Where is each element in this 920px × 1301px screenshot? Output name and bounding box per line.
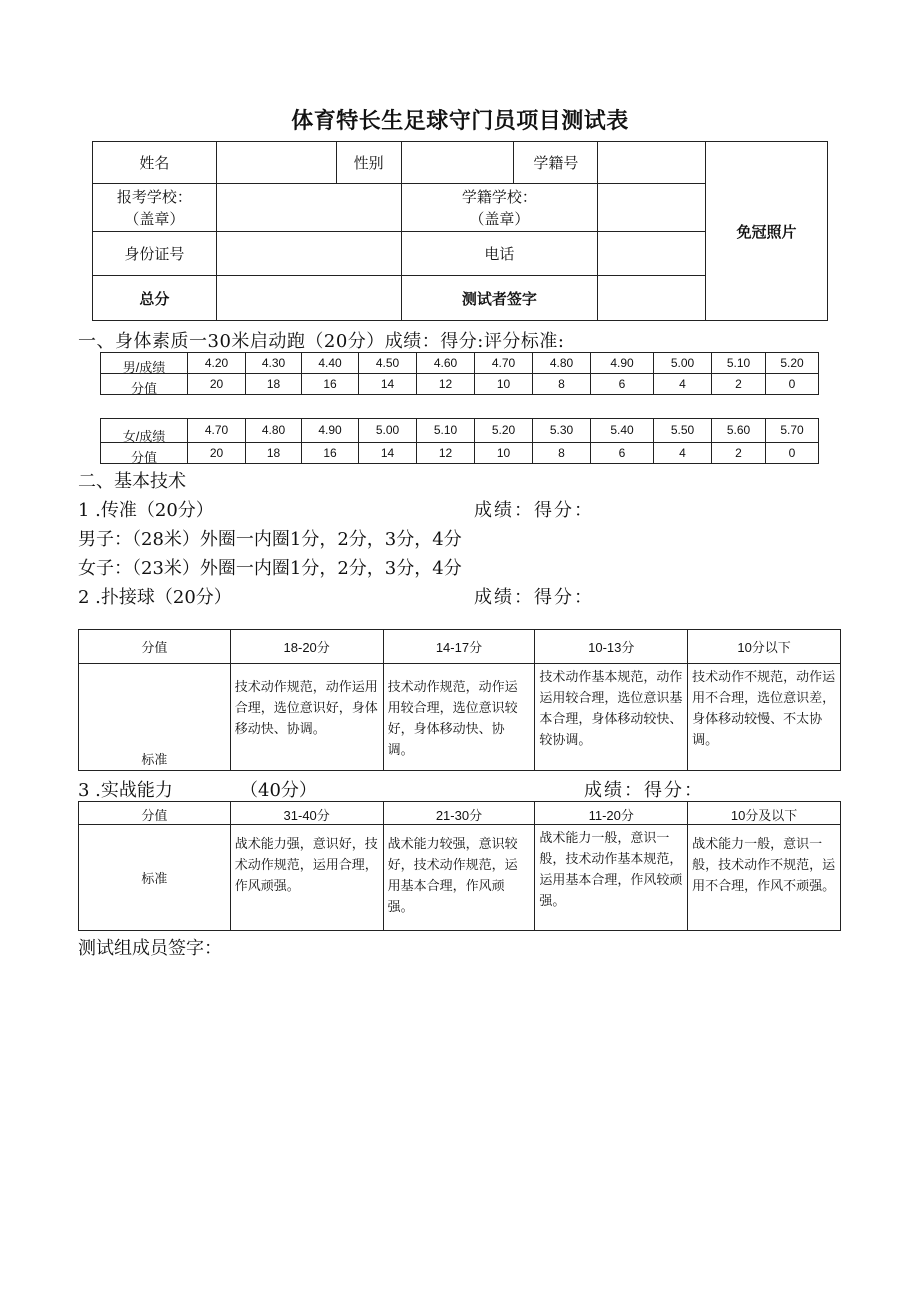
score-cell: 5.00 (359, 419, 417, 443)
apply-school-stamp-text: （盖章） (124, 209, 185, 228)
combat-range: 31-40分 (230, 802, 383, 825)
catch-standard-label: 标准 (79, 664, 231, 771)
combat-result: 成绩：得分： (584, 780, 704, 801)
score-cell: 5.70 (766, 419, 819, 443)
id-card-field[interactable] (216, 232, 401, 276)
section2-heading: 二、基本技术 (78, 471, 186, 492)
score-cell: 5.10 (417, 419, 475, 443)
female-score-table (100, 418, 819, 464)
score-cell: 4 (654, 443, 712, 464)
score-cell: 4.90 (302, 419, 359, 443)
catch-rubric-table (78, 629, 841, 771)
catch-range: 10-13分 (535, 630, 688, 664)
photo-label: 免冠照片 (736, 222, 797, 241)
pass-title: 1 .传准（20分） (78, 500, 214, 521)
male-score-label: 分值 (101, 374, 188, 395)
gender-field[interactable] (401, 142, 514, 184)
female-time-label: 女/成绩 (101, 419, 188, 443)
score-cell: 5.20 (475, 419, 533, 443)
score-cell: 0 (766, 374, 819, 395)
catch-standard: 技术动作不规范，动作运用不合理，选位意识差，身体移动较慢、不太协调。 (688, 664, 841, 771)
combat-rubric-table (78, 801, 841, 931)
score-cell: 6 (591, 443, 654, 464)
total-label: 总分 (93, 276, 217, 321)
score-cell: 4.30 (246, 353, 302, 374)
registered-school-stamp-text: （盖章） (469, 209, 530, 228)
score-cell: 4.40 (302, 353, 359, 374)
combat-score-label: 分值 (79, 802, 231, 825)
male-score-table (100, 352, 819, 395)
tester-sign-label: 测试者签字 (401, 276, 598, 321)
score-cell: 20 (188, 443, 246, 464)
score-cell: 8 (533, 443, 591, 464)
registered-school-field[interactable] (598, 184, 706, 232)
tester-sign-field[interactable] (598, 276, 706, 321)
catch-result: 成绩：得分： (474, 587, 594, 608)
photo-box[interactable] (706, 142, 828, 321)
student-id-field[interactable] (598, 142, 706, 184)
catch-title: 2 .扑接球（20分） (78, 587, 232, 608)
name-label: 姓名 (93, 142, 217, 184)
team-sign-label: 测试组成员签字： (78, 938, 222, 959)
score-cell: 4.60 (417, 353, 475, 374)
combat-title: 3 .实战能力 (78, 780, 173, 801)
score-cell: 5.50 (654, 419, 712, 443)
score-cell: 8 (533, 374, 591, 395)
gender-label: 性别 (336, 142, 401, 184)
catch-standard: 技术动作规范，动作运用合理，选位意识好，身体移动快、协调。 (230, 664, 383, 771)
catch-standard: 技术动作规范，动作运用较合理，选位意识较好，身体移动快、协调。 (383, 664, 535, 771)
combat-range: 11-20分 (535, 802, 688, 825)
score-cell: 4.20 (188, 353, 246, 374)
combat-range: 21-30分 (383, 802, 535, 825)
score-cell: 4.50 (359, 353, 417, 374)
apply-school-label (93, 184, 217, 232)
score-cell: 18 (246, 374, 302, 395)
score-cell: 10 (475, 443, 533, 464)
male-time-label: 男/成绩 (101, 353, 188, 374)
score-cell: 4.70 (475, 353, 533, 374)
score-cell: 4.90 (591, 353, 654, 374)
catch-score-label: 分值 (79, 630, 231, 664)
score-cell: 0 (766, 443, 819, 464)
combat-standard: 战术能力强，意识好，技术动作规范，运用合理，作风顽强。 (230, 825, 383, 931)
score-cell: 16 (302, 374, 359, 395)
score-cell: 5.00 (654, 353, 712, 374)
score-cell: 14 (359, 443, 417, 464)
id-card-label: 身份证号 (93, 232, 217, 276)
male-pass-line: 男子：（28米）外圈一内圈1分，2分，3分，4分 (78, 529, 462, 550)
registered-school-label (401, 184, 598, 232)
score-cell: 5.10 (712, 353, 766, 374)
score-cell: 4.80 (533, 353, 591, 374)
phone-label: 电话 (401, 232, 598, 276)
page-title: 体育特长生足球守门员项目测试表 (291, 109, 629, 134)
name-field[interactable] (216, 142, 336, 184)
pass-result: 成绩：得分： (474, 500, 594, 521)
female-pass-line: 女子：（23米）外圈一内圈1分，2分，3分，4分 (78, 558, 462, 579)
score-cell: 5.20 (766, 353, 819, 374)
combat-points: （40分） (240, 780, 317, 801)
total-field[interactable] (216, 276, 401, 321)
apply-school-label-text: 报考学校： (116, 187, 192, 206)
score-cell: 18 (246, 443, 302, 464)
score-cell: 14 (359, 374, 417, 395)
score-cell: 5.60 (712, 419, 766, 443)
catch-standard: 技术动作基本规范，动作运用较合理，选位意识基本合理，身体移动较快、较协调。 (535, 664, 688, 771)
combat-standard: 战术能力较强，意识较好，技术动作规范，运用基本合理，作风顽强。 (383, 825, 535, 931)
registered-school-label-text: 学籍学校： (461, 187, 537, 206)
apply-school-field[interactable] (216, 184, 401, 232)
score-cell: 4.80 (246, 419, 302, 443)
score-cell: 16 (302, 443, 359, 464)
combat-standard: 战术能力一般，意识一般，技术动作基本规范，运用基本合理，作风较顽强。 (535, 825, 688, 931)
catch-range: 14-17分 (383, 630, 535, 664)
student-id-label: 学籍号 (514, 142, 598, 184)
section1-heading: 一、身体素质一30米启动跑（20分）成绩：得分:评分标准: (78, 331, 565, 352)
combat-range: 10分及以下 (688, 802, 841, 825)
score-cell: 10 (475, 374, 533, 395)
catch-range: 18-20分 (230, 630, 383, 664)
score-cell: 6 (591, 374, 654, 395)
female-score-label: 分值 (101, 443, 188, 464)
score-cell: 5.30 (533, 419, 591, 443)
score-cell: 2 (712, 443, 766, 464)
phone-field[interactable] (598, 232, 706, 276)
combat-standard-label: 标准 (79, 825, 231, 931)
score-cell: 20 (188, 374, 246, 395)
score-cell: 2 (712, 374, 766, 395)
score-cell: 4 (654, 374, 712, 395)
score-cell: 12 (417, 443, 475, 464)
score-cell: 12 (417, 374, 475, 395)
score-cell: 5.40 (591, 419, 654, 443)
catch-range: 10分以下 (688, 630, 841, 664)
score-cell: 4.70 (188, 419, 246, 443)
combat-standard: 战术能力一般，意识一般，技术动作不规范，运用不合理，作风不顽强。 (688, 825, 841, 931)
applicant-info-table (92, 141, 828, 321)
